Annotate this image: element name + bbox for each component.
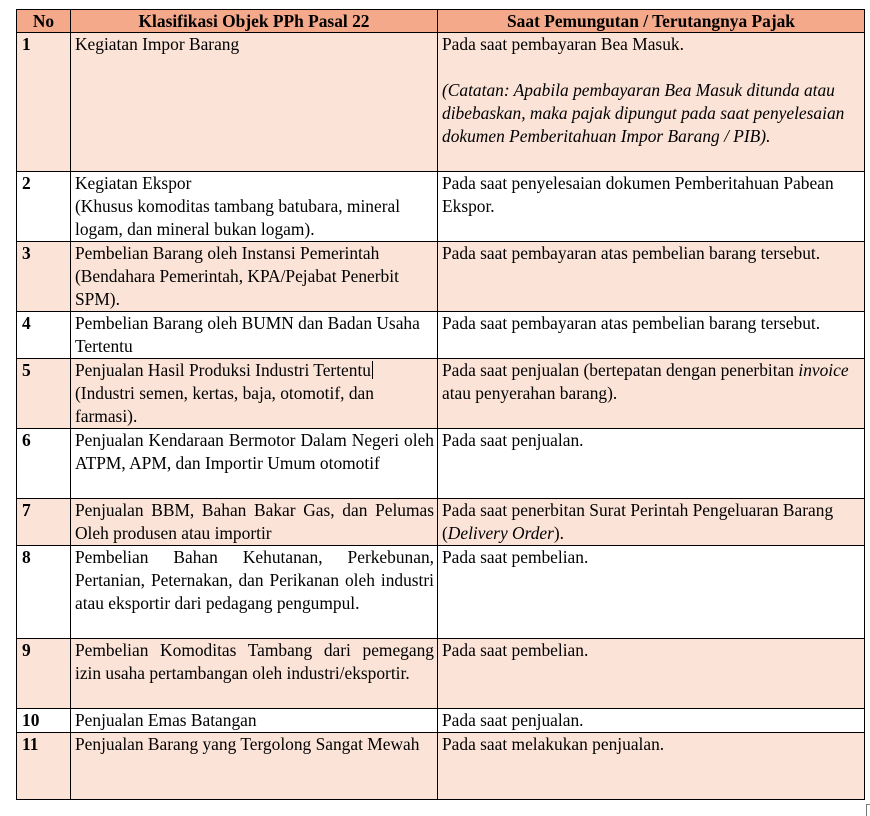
header-saat: Saat Pemungutan / Terutangnya Pajak <box>438 10 865 33</box>
row-klasifikasi <box>71 33 438 172</box>
row-number: 3 <box>17 242 71 312</box>
row-klasifikasi <box>71 172 438 242</box>
row-klasifikasi: Pembelian Barang oleh BUMN dan Badan Usaha Tertentu <box>71 312 438 359</box>
saat-text-pre: Pada saat penjualan (bertepatan dengan penerbitan <box>442 360 794 380</box>
row-klasifikasi: Penjualan BBM, Bahan Bakar Gas, dan Pelumas Oleh produsen atau importir <box>71 499 438 546</box>
row-number: 8 <box>17 546 71 639</box>
saat-text-post: atau penyerahan barang). <box>442 383 618 403</box>
table-row <box>17 639 865 709</box>
row-saat: Pada saat penyelesaian dokumen Pemberitahuan Pabean Ekspor. <box>438 172 865 242</box>
row-number: 11 <box>17 733 71 800</box>
row-saat: Pada saat penjualan. <box>438 709 865 733</box>
row-saat: Pada saat pembayaran atas pembelian barang tersebut. <box>438 312 865 359</box>
row-saat <box>438 359 865 429</box>
row-saat: Pada saat pembelian. <box>438 639 865 709</box>
header-no: No <box>17 10 71 33</box>
row-number: 7 <box>17 499 71 546</box>
row-number: 6 <box>17 429 71 499</box>
row-klasifikasi <box>71 359 438 429</box>
row-klasifikasi: Penjualan Kendaraan Bermotor Dalam Negeri oleh ATPM, APM, dan Importir Umum otomotif <box>71 429 438 499</box>
saat-italic-term: Delivery Order <box>447 523 554 543</box>
saat-text-post: ). <box>553 523 565 543</box>
klasifikasi-text: Kegiatan Ekspor <box>75 173 192 193</box>
text-cursor <box>372 361 373 379</box>
klasifikasi-extra: (Industri semen, kertas, baja, otomotif, dan farmasi). <box>75 383 374 426</box>
page-corner-mark <box>866 804 870 816</box>
header-klasifikasi: Klasifikasi Objek PPh Pasal 22 <box>71 10 438 33</box>
row-klasifikasi: Penjualan Barang yang Tergolong Sangat Mewah <box>71 733 438 800</box>
row-klasifikasi: Pembelian Komoditas Tambang dari pemegang izin usaha pertambangan oleh industri/eksportir. <box>71 639 438 709</box>
klasifikasi-text: Kegiatan Impor Barang <box>75 34 240 54</box>
pph22-table <box>16 9 865 800</box>
table-row <box>17 499 865 546</box>
row-number: 5 <box>17 359 71 429</box>
row-number: 1 <box>17 33 71 172</box>
saat-note: (Catatan: Apabila pembayaran Bea Masuk ditunda atau dibebaskan, maka pajak dipungut pada saat penyelesaian dokumen Pemberitahuan Impor Barang / PIB). <box>442 80 845 146</box>
row-saat: Pada saat melakukan penjualan. <box>438 733 865 800</box>
row-klasifikasi: Pembelian Barang oleh Instansi Pemerintah (Bendahara Pemerintah, KPA/Pejabat Penerbit SPM). <box>71 242 438 312</box>
row-saat <box>438 499 865 546</box>
row-number: 10 <box>17 709 71 733</box>
table-row <box>17 733 865 800</box>
row-klasifikasi: Pembelian Bahan Kehutanan, Perkebunan, Pertanian, Peternakan, dan Perikanan oleh industri atau eksportir dari pedagang pengumpul. <box>71 546 438 639</box>
saat-italic-term: invoice <box>798 360 849 380</box>
row-saat <box>438 33 865 172</box>
row-saat: Pada saat pembelian. <box>438 546 865 639</box>
row-saat: Pada saat pembayaran atas pembelian barang tersebut. <box>438 242 865 312</box>
row-number: 2 <box>17 172 71 242</box>
klasifikasi-text: Penjualan Hasil Produksi Industri Tertentu <box>75 360 371 380</box>
table-row <box>17 359 865 429</box>
table-row <box>17 709 865 733</box>
saat-text: Pada saat pembayaran Bea Masuk. <box>442 34 684 54</box>
table-row <box>17 429 865 499</box>
table-row <box>17 33 865 172</box>
saat-text-pre: Pada saat penerbitan Surat Perintah Pengeluaran Barang ( <box>442 500 834 543</box>
table-row <box>17 172 865 242</box>
row-number: 9 <box>17 639 71 709</box>
klasifikasi-extra: (Khusus komoditas tambang batubara, mineral logam, dan mineral bukan logam). <box>75 196 401 239</box>
table-header-row <box>17 10 865 33</box>
row-saat: Pada saat penjualan. <box>438 429 865 499</box>
table-row <box>17 242 865 312</box>
row-number: 4 <box>17 312 71 359</box>
table-row <box>17 546 865 639</box>
row-klasifikasi: Penjualan Emas Batangan <box>71 709 438 733</box>
table-row <box>17 312 865 359</box>
